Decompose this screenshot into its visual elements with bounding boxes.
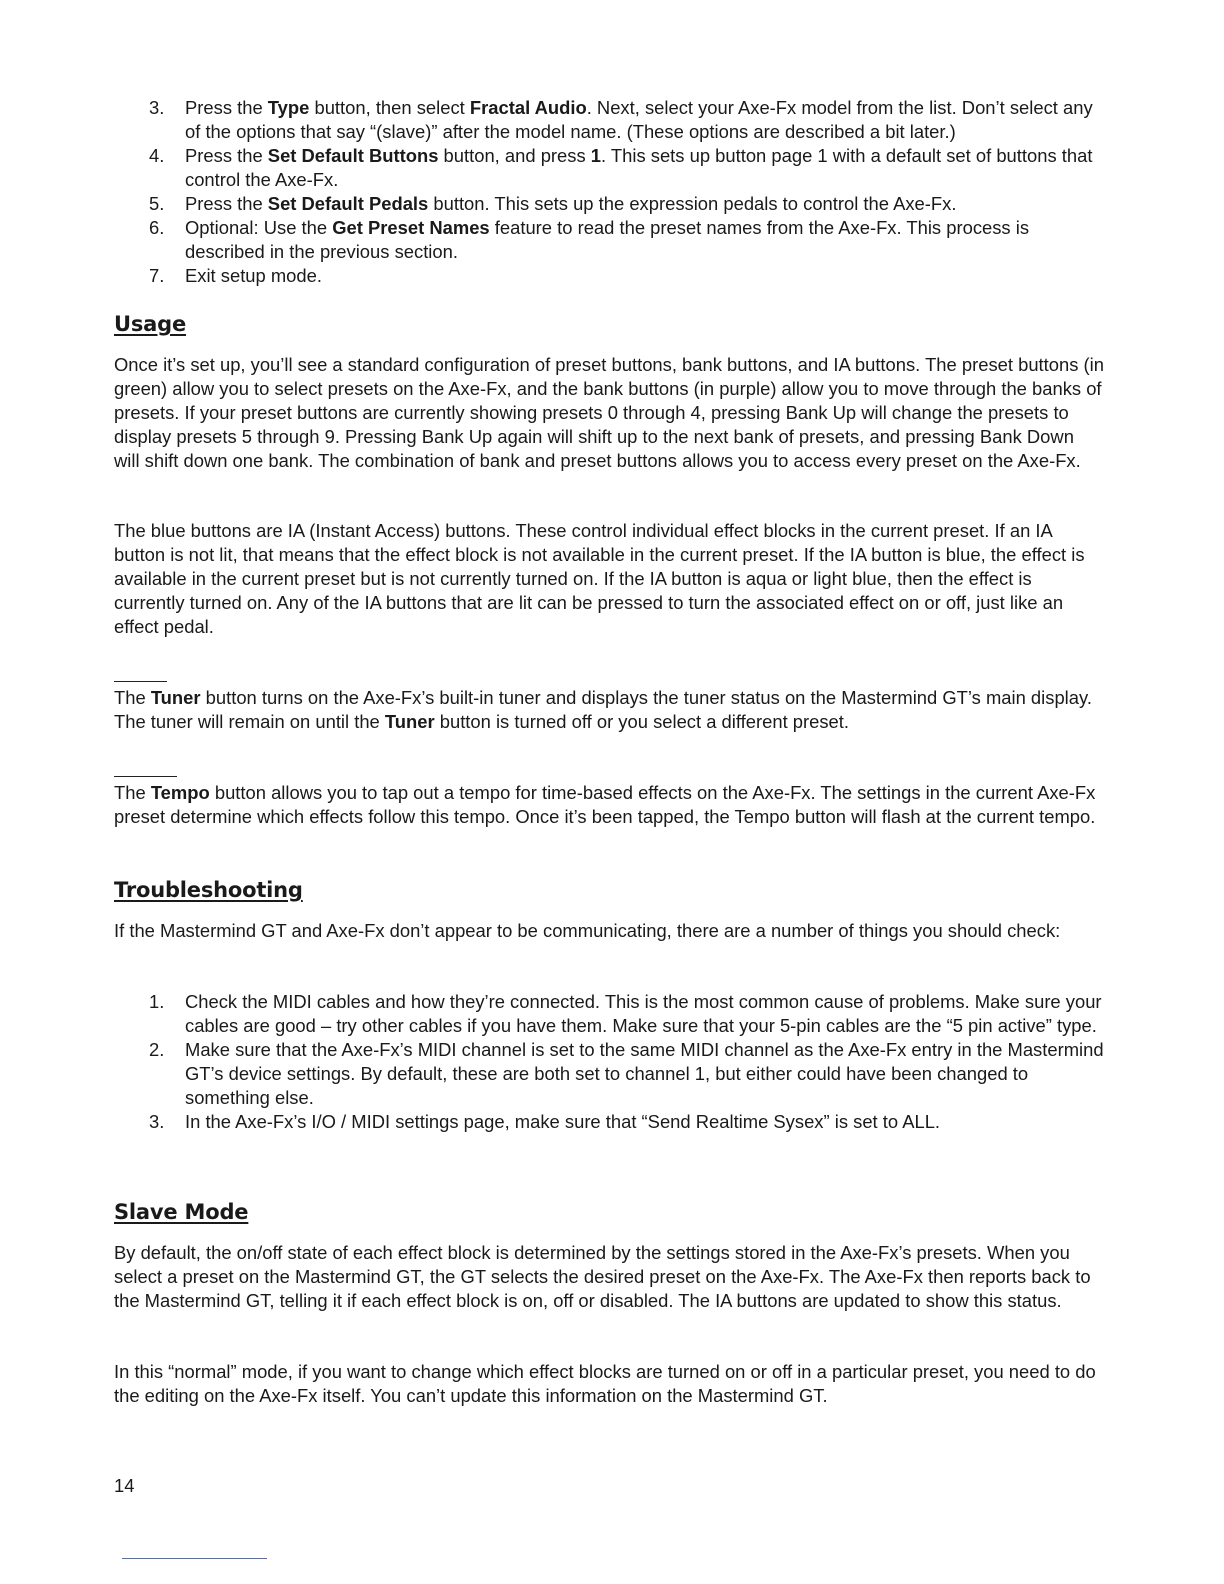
- list-item: 1. Check the MIDI cables and how they’re connected. This is the most common cause of problems. Make sure your cables are good – try other cables if you have them. Make sure that your 5-pin cables are the “5 pin active” type.: [149, 991, 1102, 1036]
- page-one-term: 1: [590, 145, 602, 166]
- get-preset-names-term: Get Preset Names: [332, 217, 490, 238]
- slave-mode-paragraph-2: In this “normal” mode, if you want to change which effect blocks are turned on or off in a particular preset, you need to do the editing on the Axe-Fx itself. You can’t update this information on the Mastermind GT.: [114, 1361, 1096, 1406]
- type-button-term: Type: [267, 97, 310, 118]
- set-default-pedals-term: Set Default Pedals: [267, 193, 429, 214]
- list-item: 3. Press the Type button, then select Fractal Audio. Next, select your Axe-Fx model from the list. Don’t select any of the options that say “(slave)” after the model name. (These options are described a bit later.): [149, 97, 1093, 142]
- list-item: 2. Make sure that the Axe-Fx’s MIDI channel is set to the same MIDI channel as the Axe-Fx entry in the Mastermind GT’s device settings. By default, these are both set to channel 1, but either could have been changed to something else.: [149, 1039, 1104, 1108]
- troubleshooting-list: [149, 990, 1109, 1134]
- tuner-term: Tuner: [150, 687, 201, 708]
- tuner-divider: [114, 681, 167, 682]
- page-number: 14: [114, 1475, 135, 1496]
- usage-heading: Usage: [114, 312, 186, 336]
- setup-steps-list: [149, 96, 1109, 288]
- slave-mode-heading: Slave Mode: [114, 1200, 249, 1224]
- list-item: 6. Optional: Use the Get Preset Names feature to read the preset names from the Axe-Fx. This process is described in the previous section.: [149, 217, 1030, 262]
- tempo-paragraph: The Tempo button allows you to tap out a tempo for time-based effects on the Axe-Fx. The settings in the current Axe-Fx preset determine which effects follow this tempo. Once it’s been tapped, the Tempo button will flash at the current tempo.: [114, 782, 1096, 827]
- list-item: 7. Exit setup mode.: [149, 265, 322, 286]
- tempo-divider: [114, 776, 177, 777]
- tuner-paragraph: The Tuner button turns on the Axe-Fx’s built-in tuner and displays the tuner status on the Mastermind GT’s main display. The tuner will remain on until the Tuner button is turned off or you select a different preset.: [114, 687, 1092, 732]
- troubleshooting-heading: Troubleshooting: [114, 878, 303, 902]
- tempo-term: Tempo: [150, 782, 210, 803]
- list-item: 5. Press the Set Default Pedals button. This sets up the expression pedals to control the Axe-Fx.: [149, 193, 957, 214]
- list-item: 4. Press the Set Default Buttons button, and press 1. This sets up button page 1 with a default set of buttons that control the Axe-Fx.: [149, 145, 1093, 190]
- fractal-audio-term: Fractal Audio: [469, 97, 587, 118]
- slave-mode-paragraph-1: By default, the on/off state of each effect block is determined by the settings stored in the Axe-Fx’s presets. When you select a preset on the Mastermind GT, the GT selects the desired preset on the Axe-Fx. The Axe-Fx then reports back to the Mastermind GT, telling it if each effect block is on, off or disabled. The IA buttons are updated to show this status.: [114, 1242, 1091, 1311]
- footer-link-underline: [122, 1558, 267, 1559]
- set-default-buttons-term: Set Default Buttons: [267, 145, 439, 166]
- usage-paragraph-2: The blue buttons are IA (Instant Access) buttons. These control individual effect blocks in the current preset. If an IA button is not lit, that means that the effect block is not available in the current preset. If the IA button is blue, the effect is available in the current preset but is not currently turned on. If the IA button is aqua or light blue, then the effect is currently turned on. Any of the IA buttons that are lit can be pressed to turn the associated effect on or off, just like an effect pedal.: [114, 520, 1085, 637]
- tuner-term: Tuner: [384, 711, 435, 732]
- list-item: 3. In the Axe-Fx’s I/O / MIDI settings page, make sure that “Send Realtime Sysex” is set to ALL.: [149, 1111, 941, 1132]
- usage-paragraph-1: Once it’s set up, you’ll see a standard configuration of preset buttons, bank buttons, and IA buttons. The preset buttons (in green) allow you to select presets on the Axe-Fx, and the bank buttons (in purple) allow you to move through the banks of presets. If your preset buttons are currently showing presets 0 through 4, pressing Bank Up will change the presets to display presets 5 through 9. Pressing Bank Up again will shift up to the next bank of presets, and pressing Bank Down will shift down one bank. The combination of bank and preset buttons allows you to access every preset on the Axe-Fx.: [114, 354, 1104, 471]
- troubleshooting-intro: If the Mastermind GT and Axe-Fx don’t appear to be communicating, there are a number of things you should check:: [114, 920, 1061, 941]
